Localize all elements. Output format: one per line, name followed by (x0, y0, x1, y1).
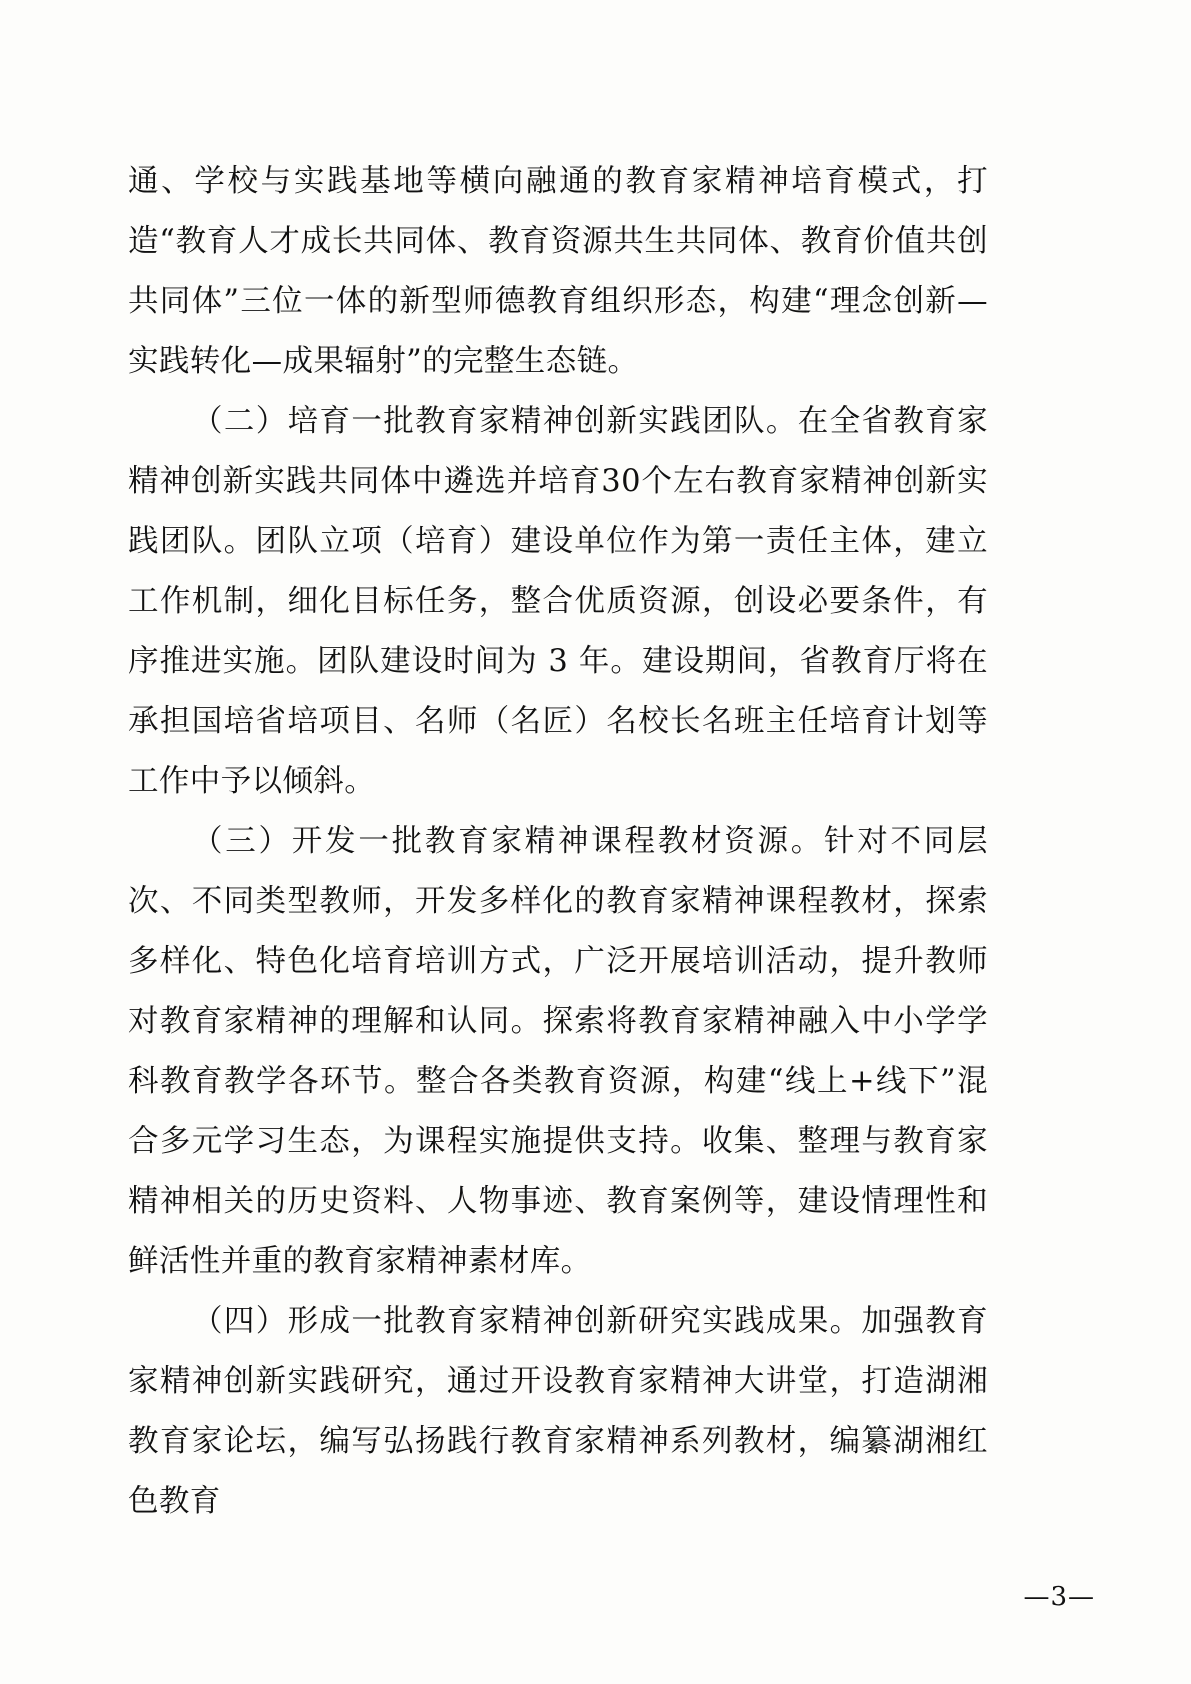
paragraph-item-three: （三）开发一批教育家精神课程教材资源。针对不同层次、不同类型教师，开发多样化的教育家精神课程教材，探索多样化、特色化培育培训方式，广泛开展培训活动，提升教师对教育家精神的理解和认同。探索将教育家精神融入中小学学科教育教学各环节。整合各类教育资源，构建“线上+线下”混合多元学习生态，为课程实施提供支持。收集、整理与教育家精神相关的历史资料、人物事迹、教育案例等，建设情理性和鲜活性并重的教育家精神素材库。 (128, 824, 988, 1279)
paragraph-item-two: （二）培育一批教育家精神创新实践团队。在全省教育家精神创新实践共同体中遴选并培育30个左右教育家精神创新实践团队。团队立项（培育）建设单位作为第一责任主体，建立工作机制，细化目标任务，整合优质资源，创设必要条件，有序推进实施。团队建设时间为 3 年。建设期间，省教育厅将在承担国培省培项目、名师（名匠）名校长名班主任培育计划等工作中予以倾斜。 (128, 404, 988, 799)
paragraph-continuation: 通、学校与实践基地等横向融通的教育家精神培育模式，打造“教育人才成长共同体、教育资源共生共同体、教育价值共创共同体”三位一体的新型师德教育组织形态，构建“理念创新—实践转化—成果辐射”的完整生态链。 (128, 164, 988, 379)
document-body (128, 152, 988, 1532)
paragraph-item-four: （四）形成一批教育家精神创新研究实践成果。加强教育家精神创新实践研究，通过开设教育家精神大讲堂，打造湖湘教育家论坛，编写弘扬践行教育家精神系列教材，编纂湖湘红色教育 (128, 1304, 988, 1519)
page-number: —3— (1023, 1582, 1095, 1612)
